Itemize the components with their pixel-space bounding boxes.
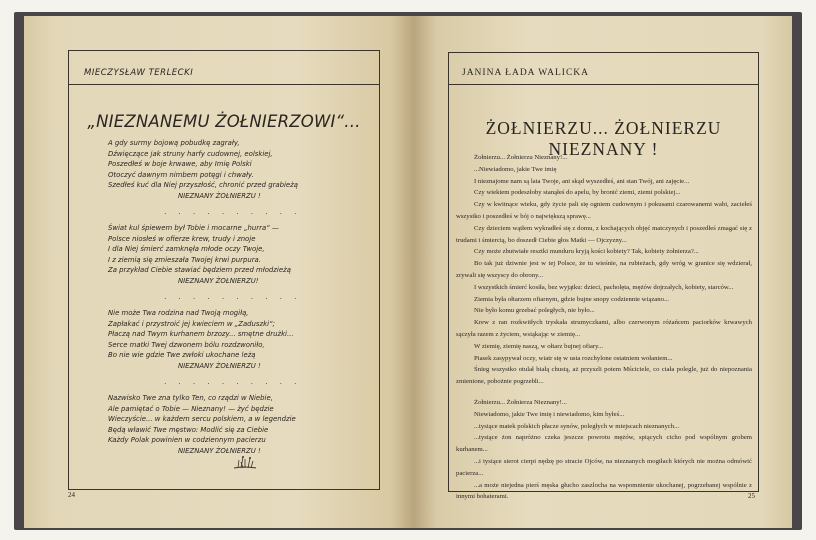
poem-line: Zapłakać i przystroić jej kwieciem w „Zaduszki“;	[108, 319, 275, 328]
poem-line: Poszedłeś w boje krwawe, aby Imię Polski	[108, 160, 252, 168]
prose-body	[456, 152, 752, 503]
prose-paragraph: Czy dzieciem wątłem wykradłeś się z domu, z kochających objęć matczynych i poszedłeś zmagać się z trudami i śmiercią, bo doszedł Ciebie głos Matki — Ojczyzny...	[456, 224, 752, 244]
page-number: 25	[748, 492, 755, 500]
poem-stanza	[108, 138, 358, 201]
prose-paragraph: Żołnierzu... Żołnierza Nieznany!...	[474, 398, 567, 406]
poem-line: Za przykład Ciebie stawiać będziem przed młodzieżą	[108, 266, 291, 274]
prose-paragraph: Bo tak już dziwnie jest w tej Polsce, że tu wieśnie, na rubieżach, gdy wróg w granice się wdzierał, zrywali się wszyscy do obrony...	[456, 260, 752, 279]
poem-line: A gdy surmy bojową pobudkę zagrały,	[108, 139, 240, 147]
poem-line: Świat kul śpiewem był Tobie i mocarne „hurra“ —	[108, 224, 279, 232]
header-rule	[448, 84, 759, 85]
poem-line: Płaczą nad Twym kurhanem brzozy... smętne drużki...	[108, 330, 294, 338]
poem-line: Będą wławić Twe męstwo: Modlić się za Ciebie	[108, 425, 269, 434]
poem-line: I z ziemią się zmieszała Twojej krwi purpura.	[108, 255, 261, 264]
poem-stanza	[108, 393, 358, 456]
poem-stanza	[108, 223, 358, 286]
poem-refrain: NIEZNANY ŻOŁNIERZU !	[178, 191, 261, 200]
section-gap	[456, 388, 752, 397]
prose-paragraph: Czy wiekiem podeszłoby stanąłeś do apelu, by bronić ziemi, ziemi polskiej...	[474, 189, 681, 197]
left-page	[24, 16, 414, 528]
poem-refrain: NIEZNANY ŻOŁNIERZU!	[178, 276, 259, 285]
poem-stanza	[108, 308, 358, 371]
poem-line: Otoczyć dawnym nimbem potęgi i chwały.	[108, 170, 254, 179]
poem-line: Nazwisko Twe zna tylko Ten, co rządzi w Niebie,	[108, 394, 273, 402]
author-name: JANINA ŁADA WALICKA	[462, 68, 590, 78]
right-page	[414, 16, 792, 528]
stanza-separator: . . . . . . . . . .	[164, 208, 302, 216]
stanza-separator: . . . . . . . . . .	[164, 293, 302, 301]
prose-paragraph: Piasek zasypywał oczy, wiatr się w usta rozchylone ostatniem wołaniem...	[474, 354, 673, 362]
poem-line: Polsce niosłeś w ofierze krew, trudy i znoje	[108, 234, 256, 243]
prose-paragraph: Żołnierzu... Żołnierzu Nieznany!...	[474, 154, 568, 161]
poem-line: Bo nie wie gdzie Twe zwłoki ukochane leżą	[108, 351, 256, 359]
prose-paragraph: ...Niewiadomo, jakie Twe imię	[474, 165, 557, 173]
prose-paragraph: ...i tysiące sierot cierpi nędzę po stracie Ojców, na nieznanych mogiłach których nie można odmówić pacierza...	[456, 457, 752, 477]
prose-paragraph: Śnieg wszystko otulał białą chustą, aż przyszli potem Mściciele, co ciała polegle, już do niepoznania zmienione, pobożnie pogrzebli...	[456, 366, 752, 386]
poem-line: Szedłeś kuć dla Niej przyszłość, chronić przed grabieżą	[108, 181, 299, 189]
prose-paragraph: Czy w kwitnące wieku, gdy życie pali się ogniem cudownym i pokusami czarowanemi wabi, zaciełeś wszystko i poszedłeś w bój o największą sprawę...	[456, 201, 752, 220]
stanza-separator: . . . . . . . . . .	[164, 378, 302, 386]
prose-title: ŻOŁNIERZU... ŻOŁNIERZU NIEZNANY !	[485, 118, 722, 159]
author-name: MIECZYSŁAW TERLECKI	[84, 68, 194, 78]
poem-line: Nie może Twa rodzina nad Twoją mogiłą,	[108, 309, 249, 317]
grass-ornament-icon	[232, 454, 258, 470]
prose-paragraph: Ziemia była ołtarzem ofiarnym, gdzie bujne snopy codziennie wiązano...	[474, 295, 669, 303]
poem-line: Serce matki Twej dzwonem bólu rozdzwoniło,	[108, 340, 265, 349]
prose-paragraph: I nieznajome nam są lata Twoje, ani skąd wyszedłeś, ani stan Twój, ani zajęcie...	[474, 177, 690, 185]
prose-paragraph: Krew z ran rozkwitłych tryskała strumyczkami, albo czerwonym różańcem paciorków krwawych sączyła razem z życiem, wsiąkając w ziemię...	[456, 319, 752, 338]
poem-line: I dla Niej śmierć zamknęła młode oczy Twoje,	[108, 245, 265, 253]
prose-paragraph: ...tysiące matek polskich płacze synów, poległych w miejscach nieznanych...	[474, 422, 680, 430]
poem-refrain: NIEZNANY ŻOŁNIERZU !	[178, 446, 261, 455]
prose-paragraph: Niewiadomo, jakie Twe imię i niewiadomo, kim byłeś...	[474, 410, 625, 418]
header-rule	[68, 84, 380, 85]
poem-line: Wieczyście... w każdem sercu polskiem, a w legendzie	[108, 415, 296, 423]
poem-line: Dźwięczące jak struny harfy cudownej, eolskiej,	[108, 149, 273, 158]
poem-body	[108, 138, 358, 456]
prose-paragraph: ...a może niejedna pierś męska głucho zaszlocha na wspomnienie ukochanej, pogrzebanej wspólnie z innymi bohaterami.	[456, 481, 752, 501]
prose-paragraph: Czy może zbutwiałe resztki munduru kryją kości kobiety? Tak, kobiety żołnierza?...	[474, 248, 699, 256]
page-number: 24	[68, 491, 75, 499]
poem-title: „NIEZNANEMU ŻOŁNIERZOWI“...	[87, 112, 361, 131]
prose-paragraph: Nie było komu grzebać poległych, nie było...	[474, 307, 595, 315]
prose-paragraph: I wszystkich śmierć kosiła, bez wyjątku: dzieci, pacholęta, mężów dojrzałych, kobiety, starców...	[474, 283, 734, 291]
poem-line: Ale pamiętać o Tobie — Nieznany! — żyć będzie	[108, 404, 274, 413]
prose-paragraph: W ziemię, ziemię naszą, w ołtarz bujnej ofiary...	[474, 342, 604, 350]
poem-line: Każdy Polak powinien w codziennym pacierzu	[108, 436, 266, 444]
prose-paragraph: ...tysiące żon napróżno czeka jeszcze powrotu mężów, spiących cicho pod wspólnym grobem kurhanem...	[456, 434, 752, 454]
poem-refrain: NIEZNANY ŻOŁNIERZU !	[178, 361, 261, 370]
